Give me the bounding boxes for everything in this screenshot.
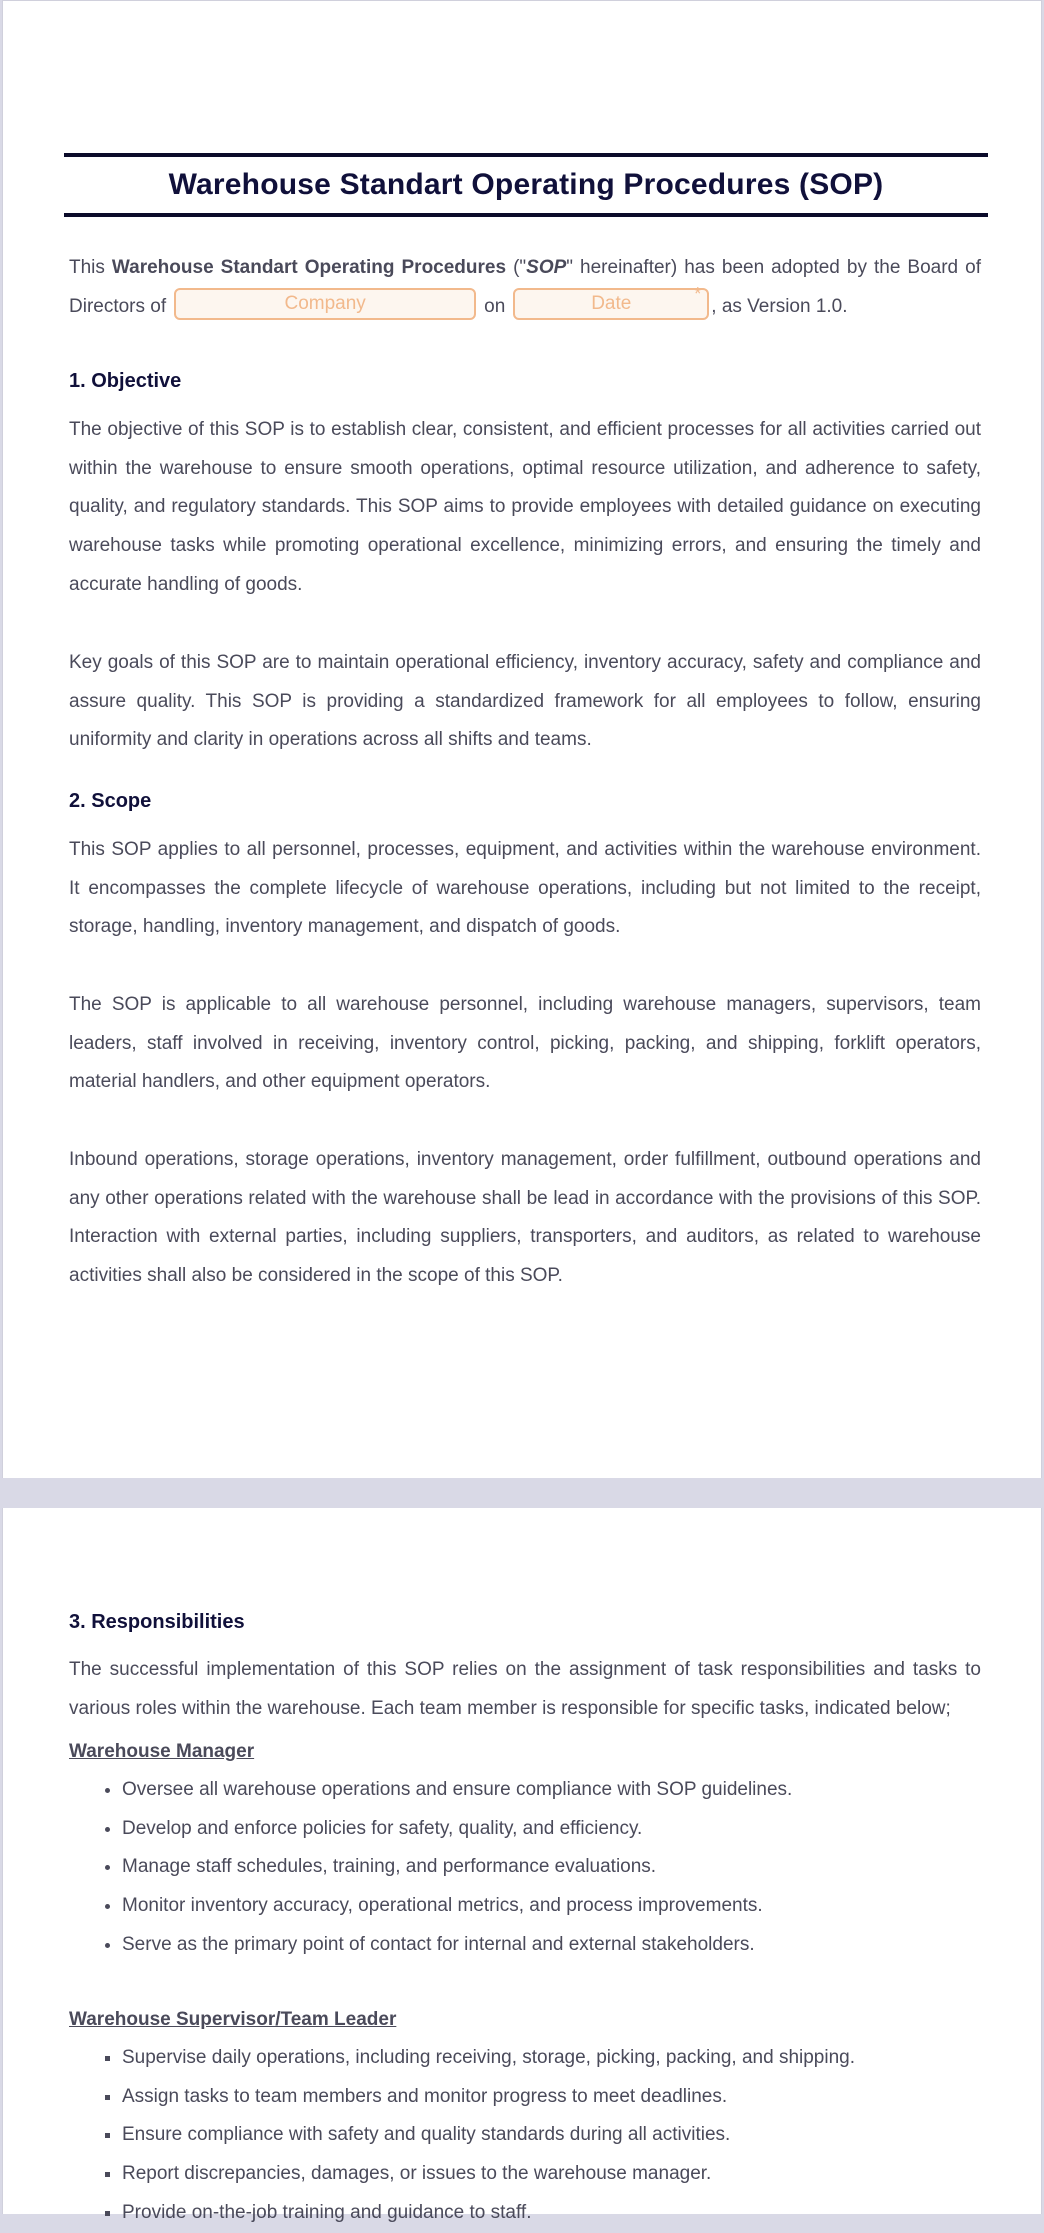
- version-text: , as Version 1.0.: [711, 295, 848, 317]
- document-title: Warehouse Standart Operating Procedures (SOP): [168, 168, 884, 201]
- list-item: • Monitor inventory accuracy, operational metrics, and process improvements.: [122, 1887, 981, 1926]
- on-text: on: [484, 295, 506, 317]
- supervisor-title: Warehouse Supervisor/Team Leader: [69, 2009, 397, 2030]
- scope-paragraph-2: The SOP is applicable to all warehouse personnel, including warehouse managers, supervisors, team leaders, staff involved in receiving, inventory control, picking, packing, and shipping, forklift operators, material handlers, and other equipment operators.: [69, 994, 981, 1093]
- objective-heading: 1. Objective: [69, 370, 182, 392]
- doc-name: Warehouse Standart Operating Procedures: [111, 257, 507, 278]
- intro-paragraph: This Warehouse Standart Operating Procedures ("SOP" hereinafter) has been adopted by the Board of Directors of Company on Date * , as Version 1.0.: [69, 249, 981, 326]
- responsibilities-paragraph: The successful implementation of this SOP relies on the assignment of task responsibilities and tasks to various roles within the warehouse. Each team member is responsible for specific tasks, indicated below;: [69, 1659, 981, 1719]
- short-name: SOP: [526, 257, 567, 278]
- title-block: [64, 153, 988, 217]
- date-field[interactable]: [513, 283, 709, 320]
- list-item: ▪ Report discrepancies, damages, or issues to the warehouse manager.: [122, 2155, 981, 2194]
- document-page-2: [2, 1508, 1042, 2223]
- list-item: • Serve as the primary point of contact for internal and external stakeholders.: [122, 1926, 981, 1965]
- supervisor-block: [69, 2006, 981, 2233]
- list-item: ▪ Supervise daily operations, including receiving, storage, picking, packing, and shipping.: [122, 2039, 981, 2078]
- objective-paragraph-2: Key goals of this SOP are to maintain operational efficiency, inventory accuracy, safety and compliance and assure quality. This SOP is providing a standardized framework for all employees to follow, ensuring uniformity and clarity in operations across all shifts and teams.: [69, 652, 981, 751]
- required-asterisk: *: [694, 283, 702, 304]
- scope-heading: 2. Scope: [69, 790, 152, 812]
- list-item: ▪ Provide on-the-job training and guidance to staff.: [122, 2194, 981, 2233]
- scope-paragraph-1: This SOP applies to all personnel, processes, equipment, and activities within the warehouse environment. It encompasses the complete lifecycle of warehouse operations, including but not limited to the receipt, storage, handling, inventory management, and dispatch of goods.: [69, 839, 981, 938]
- list-item: • Oversee all warehouse operations and ensure compliance with SOP guidelines.: [122, 1771, 981, 1810]
- list-item: ▪ Ensure compliance with safety and quality standards during all activities.: [122, 2116, 981, 2155]
- company-field[interactable]: Company: [174, 288, 476, 320]
- responsibilities-heading: 3. Responsibilities: [69, 1611, 245, 1633]
- objective-paragraph-1: The objective of this SOP is to establish clear, consistent, and efficient processes for all activities carried out within the warehouse to ensure smooth operations, optimal resource utilization, and adherence to safety, quality, and regulatory standards. This SOP aims to provide employees with detailed guidance on executing warehouse tasks while promoting operational excellence, minimizing errors, and ensuring the timely and accurate handling of goods.: [69, 419, 981, 595]
- scope-paragraph-3: Inbound operations, storage operations, inventory management, order fulfillment, outbound operations and any other operations related with the warehouse shall be lead in accordance with the provisions of this SOP. Interaction with external parties, including suppliers, transporters, and auditors, as related to warehouse activities shall also be considered in the scope of this SOP.: [69, 1149, 981, 1287]
- list-item: ▪ Assign tasks to team members and monitor progress to meet deadlines.: [122, 2078, 981, 2117]
- intro-block: [69, 249, 981, 326]
- manager-block: [69, 1738, 981, 1965]
- date-placeholder: Date: [591, 292, 632, 314]
- list-item: • Develop and enforce policies for safety, quality, and efficiency.: [122, 1810, 981, 1849]
- manager-list: [69, 1771, 981, 1965]
- supervisor-list: [69, 2039, 981, 2233]
- manager-title: Warehouse Manager: [69, 1741, 255, 1762]
- list-item: • Manage staff schedules, training, and performance evaluations.: [122, 1848, 981, 1887]
- document-page-1: [2, 0, 1042, 1478]
